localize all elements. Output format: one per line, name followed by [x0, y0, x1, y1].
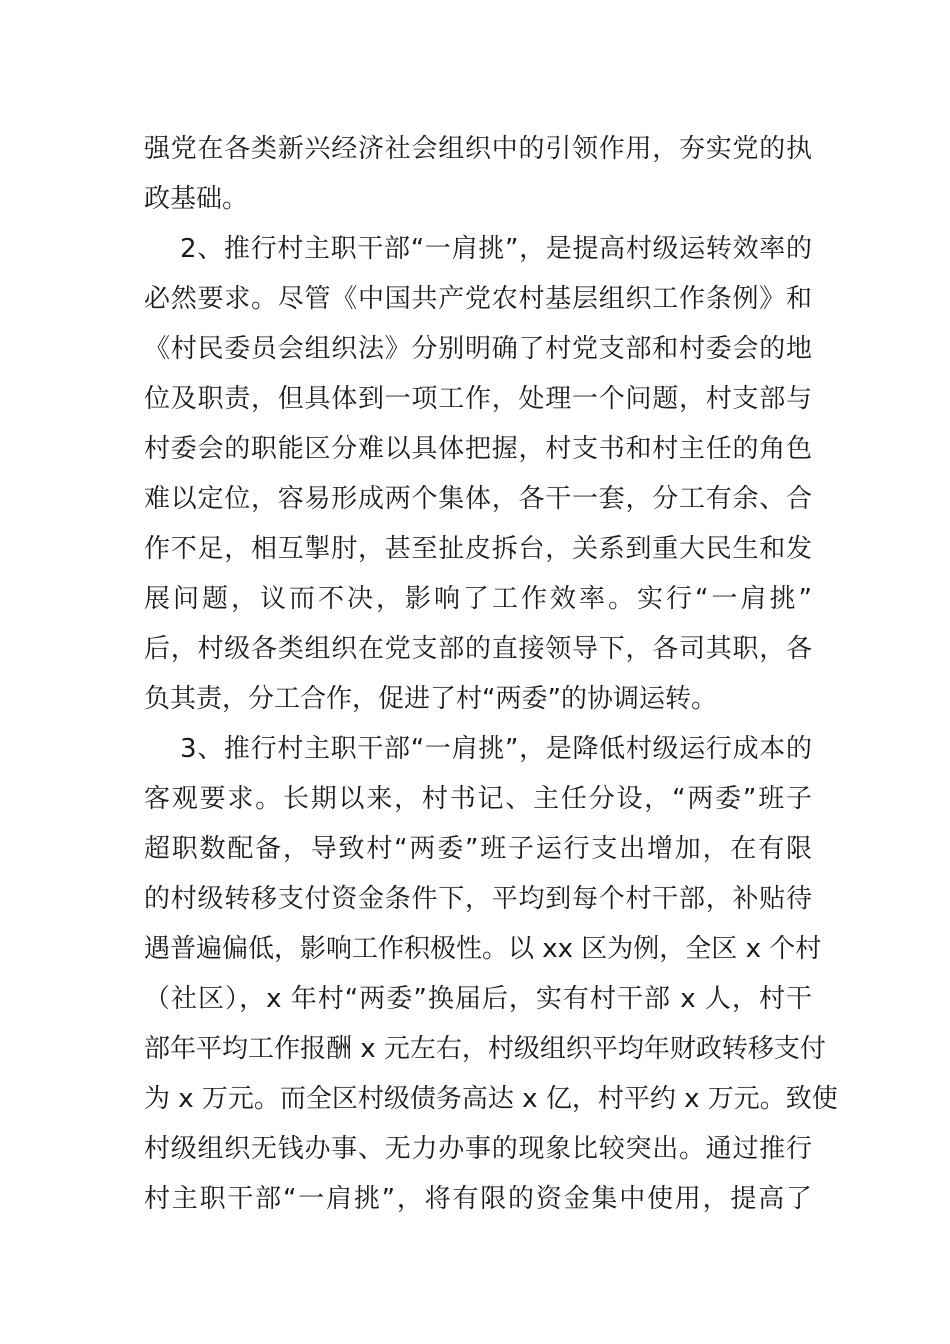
- text-line: 为 x 万元。而全区村级债务高达 x 亿，村平约 x 万元。致使: [144, 1084, 838, 1114]
- text-line: 村委会的职能区分难以具体把握，村支书和村主任的角色: [144, 434, 812, 464]
- text-line: 部年平均工作报酬 x 元左右，村级组织平均年财政转移支付: [144, 1034, 826, 1064]
- text-line: 村级组织无钱办事、无力办事的现象比较突出。通过推行: [144, 1134, 812, 1164]
- text-line: 作不足，相互掣肘，甚至扯皮拆台，关系到重大民生和发: [144, 534, 812, 564]
- text-line: 超职数配备，导致村“两委”班子运行支出增加，在有限: [144, 834, 812, 864]
- text-line: 位及职责，但具体到一项工作，处理一个问题，村支部与: [144, 384, 812, 414]
- text-line: 遇普遍偏低，影响工作积极性。以 xx 区为例，全区 x 个村: [144, 934, 822, 964]
- text-line: 2、推行村主职干部“一肩挑”，是提高村级运转效率的: [180, 234, 812, 264]
- text-line: 负其责，分工合作，促进了村“两委”的协调运转。: [144, 684, 717, 714]
- text-line: 展问题，议而不决，影响了工作效率。实行“一肩挑”: [144, 584, 812, 614]
- text-line: 的村级转移支付资金条件下，平均到每个村干部，补贴待: [144, 884, 812, 914]
- paragraph-3: [144, 724, 838, 1224]
- text-line: 必然要求。尽管《中国共产党农村基层组织工作条例》和: [144, 284, 812, 314]
- text-line: 强党在各类新兴经济社会组织中的引领作用，夯实党的执: [144, 134, 812, 164]
- text-line: 3、推行村主职干部“一肩挑”，是降低村级运行成本的: [180, 734, 812, 764]
- text-line: 后，村级各类组织在党支部的直接领导下，各司其职，各: [144, 634, 812, 664]
- text-line: 客观要求。长期以来，村书记、主任分设，“两委”班子: [144, 784, 812, 814]
- text-line: （社区），x 年村“两委”换届后，实有村干部 x 人，村干: [144, 984, 812, 1014]
- document-body: [144, 124, 838, 1224]
- paragraph-2: [144, 224, 812, 724]
- paragraph-1: [144, 124, 812, 224]
- text-line: 《村民委员会组织法》分别明确了村党支部和村委会的地: [144, 334, 812, 364]
- text-line: 政基础。: [144, 184, 249, 214]
- text-line: 村主职干部“一肩挑”，将有限的资金集中使用，提高了: [144, 1184, 812, 1214]
- text-line: 难以定位，容易形成两个集体，各干一套，分工有余、合: [144, 484, 812, 514]
